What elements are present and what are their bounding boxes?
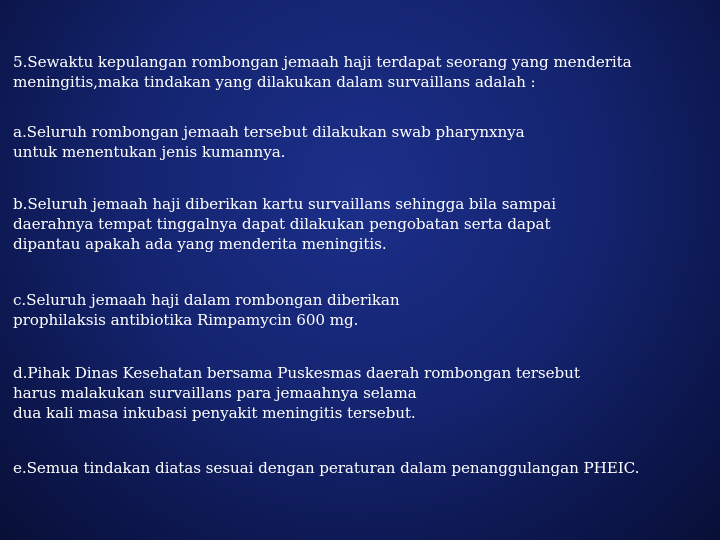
- option-b-line: b.Seluruh jemaah haji diberikan kartu survaillans sehingga bila sampai: [13, 195, 557, 213]
- option-d-line: dua kali masa inkubasi penyakit meningitis tersebut.: [13, 404, 416, 422]
- option-e: [13, 458, 639, 478]
- option-c-line: c.Seluruh jemaah haji dalam rombongan diberikan: [13, 291, 400, 309]
- option-b-line: dipantau apakah ada yang menderita meningitis.: [13, 235, 387, 253]
- option-d: [13, 363, 580, 423]
- option-e-line: e.Semua tindakan diatas sesuai dengan peraturan dalam penanggulangan PHEIC.: [13, 459, 640, 477]
- option-b: [13, 194, 556, 254]
- option-a-line: untuk menentukan jenis kumannya.: [13, 143, 286, 161]
- question-text: [13, 52, 632, 92]
- question-line: meningitis,maka tindakan yang dilakukan dalam survaillans adalah :: [13, 73, 536, 91]
- option-d-line: d.Pihak Dinas Kesehatan bersama Puskesmas daerah rombongan tersebut: [13, 364, 580, 382]
- option-a-line: a.Seluruh rombongan jemaah tersebut dilakukan swab pharynxnya: [13, 123, 525, 141]
- option-d-line: harus malakukan survaillans para jemaahnya selama: [13, 384, 417, 402]
- option-b-line: daerahnya tempat tinggalnya dapat dilakukan pengobatan serta dapat: [13, 215, 551, 233]
- question-line: 5.Sewaktu kepulangan rombongan jemaah haji terdapat seorang yang menderita: [13, 53, 632, 71]
- option-c: [13, 290, 400, 330]
- option-a: [13, 122, 525, 162]
- option-c-line: prophilaksis antibiotika Rimpamycin 600 mg.: [13, 311, 359, 329]
